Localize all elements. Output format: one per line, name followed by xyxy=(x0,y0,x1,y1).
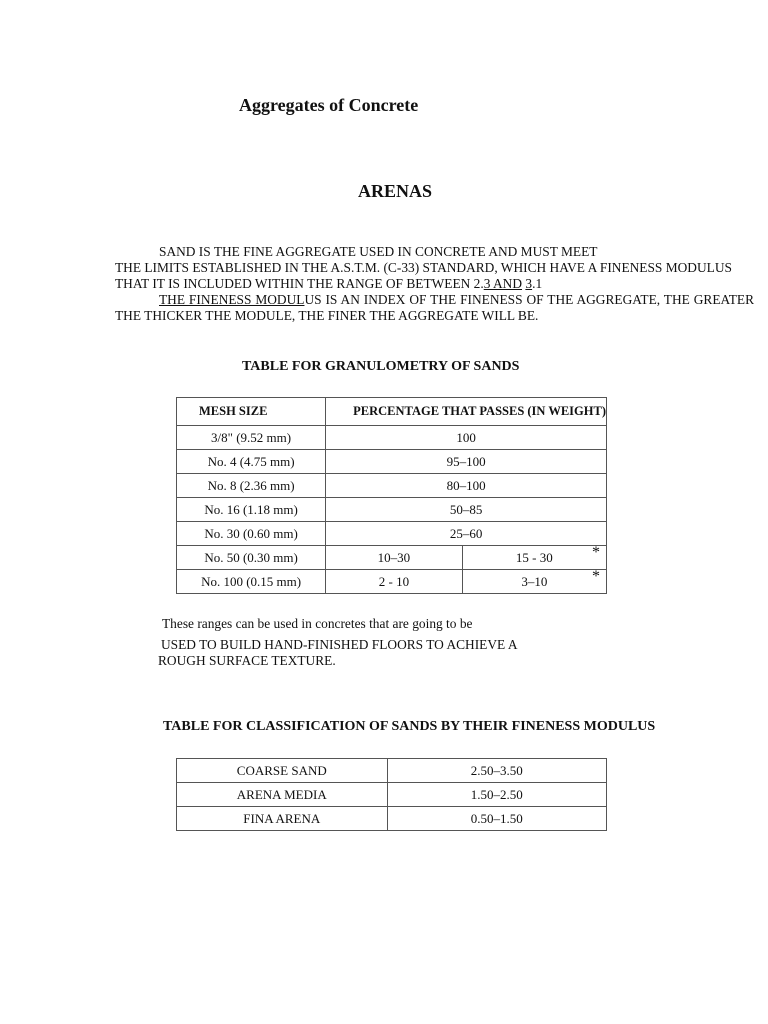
sand-type-cell: COARSE SAND xyxy=(177,759,388,783)
sand-type-cell: ARENA MEDIA xyxy=(177,783,388,807)
paragraph-line-3-b: 3 AND xyxy=(483,276,523,291)
mesh-cell: No. 16 (1.18 mm) xyxy=(177,498,326,522)
note-line-2: USED TO BUILD HAND-FINISHED FLOORS TO ACHIEVE A xyxy=(161,637,518,652)
percentage-value-b: 3–10 xyxy=(521,573,548,589)
mesh-cell: No. 30 (0.60 mm) xyxy=(177,522,326,546)
percentage-cell: 95–100 xyxy=(326,450,607,474)
modulus-range-cell: 1.50–2.50 xyxy=(387,783,606,807)
paragraph-line-4-a: THE FINENESS MODUL xyxy=(159,292,305,307)
mesh-cell: No. 100 (0.15 mm) xyxy=(177,570,326,594)
table-row xyxy=(177,450,607,474)
table-row xyxy=(177,807,607,831)
paragraph-line-4-b: US IS AN INDEX OF THE FINENESS OF THE AGGREGATE, THE GREATER xyxy=(304,292,754,307)
modulus-range-cell: 2.50–3.50 xyxy=(387,759,606,783)
mesh-cell: No. 4 (4.75 mm) xyxy=(177,450,326,474)
paragraph-line-3-d: 3 xyxy=(525,276,533,291)
sand-type-cell: FINA ARENA xyxy=(177,807,388,831)
modulus-range-cell: 0.50–1.50 xyxy=(387,807,606,831)
document-title: Aggregates of Concrete xyxy=(239,95,419,115)
table-row xyxy=(177,426,607,450)
table-row xyxy=(177,783,607,807)
table-header-row xyxy=(177,398,607,426)
granulometry-table xyxy=(176,397,607,594)
table-row xyxy=(177,570,607,594)
asterisk-mark: * xyxy=(592,568,600,585)
paragraph-line-3-a: THAT IT IS INCLUDED WITHIN THE RANGE OF BETWEEN 2. xyxy=(115,276,484,291)
table-row xyxy=(177,546,607,570)
paragraph-line-4 xyxy=(159,292,754,308)
mesh-cell: No. 50 (0.30 mm) xyxy=(177,546,326,570)
granulometry-table-title: TABLE FOR GRANULOMETRY OF SANDS xyxy=(242,359,520,374)
table-row xyxy=(177,498,607,522)
mesh-cell: 3/8" (9.52 mm) xyxy=(177,426,326,450)
note-line-1: These ranges can be used in concretes that are going to be xyxy=(162,616,473,631)
table-row xyxy=(177,759,607,783)
percentage-cell-b xyxy=(462,546,606,570)
percentage-cell-b xyxy=(462,570,606,594)
paragraph-line-3 xyxy=(115,276,542,292)
asterisk-mark: * xyxy=(592,544,600,561)
header-mesh-size: MESH SIZE xyxy=(177,398,326,426)
note-line-3: ROUGH SURFACE TEXTURE. xyxy=(158,653,336,668)
table-row xyxy=(177,474,607,498)
classification-table xyxy=(176,758,607,831)
header-percentage: PERCENTAGE THAT PASSES (IN WEIGHT) xyxy=(326,398,607,426)
percentage-value-b: 15 - 30 xyxy=(515,549,553,565)
paragraph-line-2: THE LIMITS ESTABLISHED IN THE A.S.T.M. (C-33) STANDARD, WHICH HAVE A FINENESS MODULUS xyxy=(115,260,732,275)
paragraph-line-5: THE THICKER THE MODULE, THE FINER THE AGGREGATE WILL BE. xyxy=(115,308,539,323)
paragraph-line-3-e: .1 xyxy=(532,276,543,291)
percentage-cell: 50–85 xyxy=(326,498,607,522)
percentage-cell: 80–100 xyxy=(326,474,607,498)
percentage-cell: 100 xyxy=(326,426,607,450)
classification-table-title: TABLE FOR CLASSIFICATION OF SANDS BY THEIR FINENESS MODULUS xyxy=(163,719,656,734)
table-row xyxy=(177,522,607,546)
percentage-cell-a: 2 - 10 xyxy=(326,570,463,594)
mesh-cell: No. 8 (2.36 mm) xyxy=(177,474,326,498)
paragraph-line-1: SAND IS THE FINE AGGREGATE USED IN CONCRETE AND MUST MEET xyxy=(159,244,598,259)
percentage-cell: 25–60 xyxy=(326,522,607,546)
section-title: ARENAS xyxy=(357,181,432,201)
percentage-cell-a: 10–30 xyxy=(326,546,463,570)
